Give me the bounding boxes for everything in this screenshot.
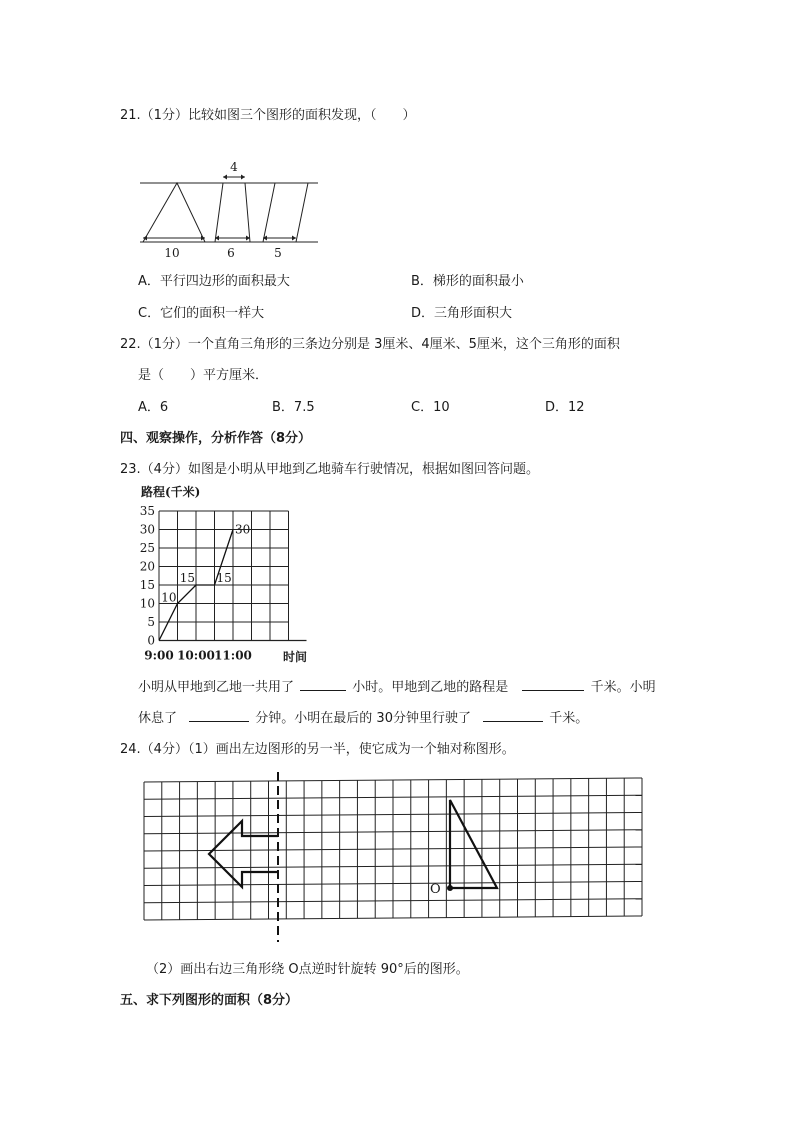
q23-line2 [138, 707, 588, 726]
y-tick-label: 20 [139, 559, 155, 574]
q23-blank-rest-minutes[interactable] [189, 708, 249, 722]
parallelogram-base-label: 5 [274, 246, 282, 260]
distance-time-chart [135, 480, 325, 670]
x-tick-label: 9:00 [144, 648, 174, 663]
chart-ylabel: 路程(千米) [141, 485, 201, 499]
y-tick-label: 35 [139, 504, 155, 518]
q23-line2-part3: 千米。 [549, 711, 589, 726]
x-tick-label: 10:00 [177, 648, 215, 663]
y-tick-label: 30 [139, 522, 155, 537]
q22-option-b[interactable]: B．7.5 [272, 400, 315, 415]
y-tick-label: 5 [147, 615, 155, 629]
chart-xlabel: 时间 [283, 650, 308, 664]
q23-blank-total-hours[interactable] [300, 677, 346, 691]
q22-stem-line2: 是（ ）平方厘米． [138, 368, 269, 383]
right-triangle-shape [450, 800, 497, 888]
q23-line2-part2: 分钟。小明在最后的 30分钟里行驶了 [255, 711, 471, 726]
q21-figure [130, 158, 330, 268]
q21-option-b[interactable]: B．梯形的面积最小 [411, 274, 524, 289]
q23-line1-part1: 小明从甲地到乙地一共用了 [138, 680, 295, 695]
q21-option-d[interactable]: D．三角形面积大 [411, 306, 513, 321]
q23-blank-distance[interactable] [522, 677, 584, 691]
q23-blank-last-30-distance[interactable] [483, 708, 543, 722]
top-length-label: 4 [230, 160, 238, 174]
y-tick-label: 10 [139, 596, 155, 611]
q23-line1-part2: 小时。甲地到乙地的路程是 [352, 680, 509, 695]
chart-point-labels [161, 523, 250, 605]
point-value-label: 15 [179, 571, 195, 585]
chart-y-ticks [140, 504, 155, 648]
q21-option-a[interactable]: A．平行四边形的面积最大 [138, 274, 290, 289]
chart-x-ticks [144, 649, 252, 663]
q24-grid-figure [140, 770, 650, 945]
point-value-label: 10 [161, 590, 177, 605]
point-value-label: 15 [216, 571, 232, 585]
q22-option-a[interactable]: A．6 [138, 400, 169, 415]
q23-line2-part1: 休息了 [138, 711, 178, 726]
q22-stem-line1: 22.（1分）一个直角三角形的三条边分别是 3厘米、4厘米、5厘米，这个三角形的面积 [120, 337, 620, 352]
q22-option-c[interactable]: C．10 [411, 400, 450, 415]
q24-grid-lines [144, 778, 642, 920]
x-tick-label: 11:00 [214, 648, 252, 663]
parallelogram-shape [263, 183, 308, 242]
y-tick-label: 15 [139, 578, 155, 592]
trapezoid-shape [215, 183, 250, 242]
q24-part2: （2）画出右边三角形绕 O点逆时针旋转 90°后的图形。 [146, 962, 469, 977]
trapezoid-base-label: 6 [227, 246, 235, 260]
q23-line1-part3: 千米。小明 [590, 680, 656, 695]
point-o-label: O [430, 882, 441, 897]
q21-option-c[interactable]: C．它们的面积一样大 [138, 306, 265, 321]
half-arrow-shape [209, 821, 278, 887]
q22-option-d[interactable]: D．12 [545, 400, 585, 415]
section5-title: 五、求下列图形的面积（8分） [120, 993, 299, 1008]
q24-stem: 24.（4分）（1）画出左边图形的另一半，使它成为一个轴对称图形。 [120, 742, 515, 757]
point-o-dot [447, 885, 453, 891]
q21-stem: 21.（1分）比较如图三个图形的面积发现，（ ） [120, 108, 416, 123]
y-tick-label: 25 [139, 541, 155, 555]
section4-title: 四、观察操作，分析作答（8分） [120, 431, 312, 446]
y-tick-label: 0 [147, 633, 155, 648]
triangle-base-label: 10 [164, 246, 180, 260]
triangle-shape [143, 183, 205, 242]
q23-line1 [138, 676, 656, 695]
q23-stem: 23.（4分）如图是小明从甲地到乙地骑车行驶情况，根据如图回答问题。 [120, 462, 539, 477]
point-value-label: 30 [235, 522, 251, 537]
